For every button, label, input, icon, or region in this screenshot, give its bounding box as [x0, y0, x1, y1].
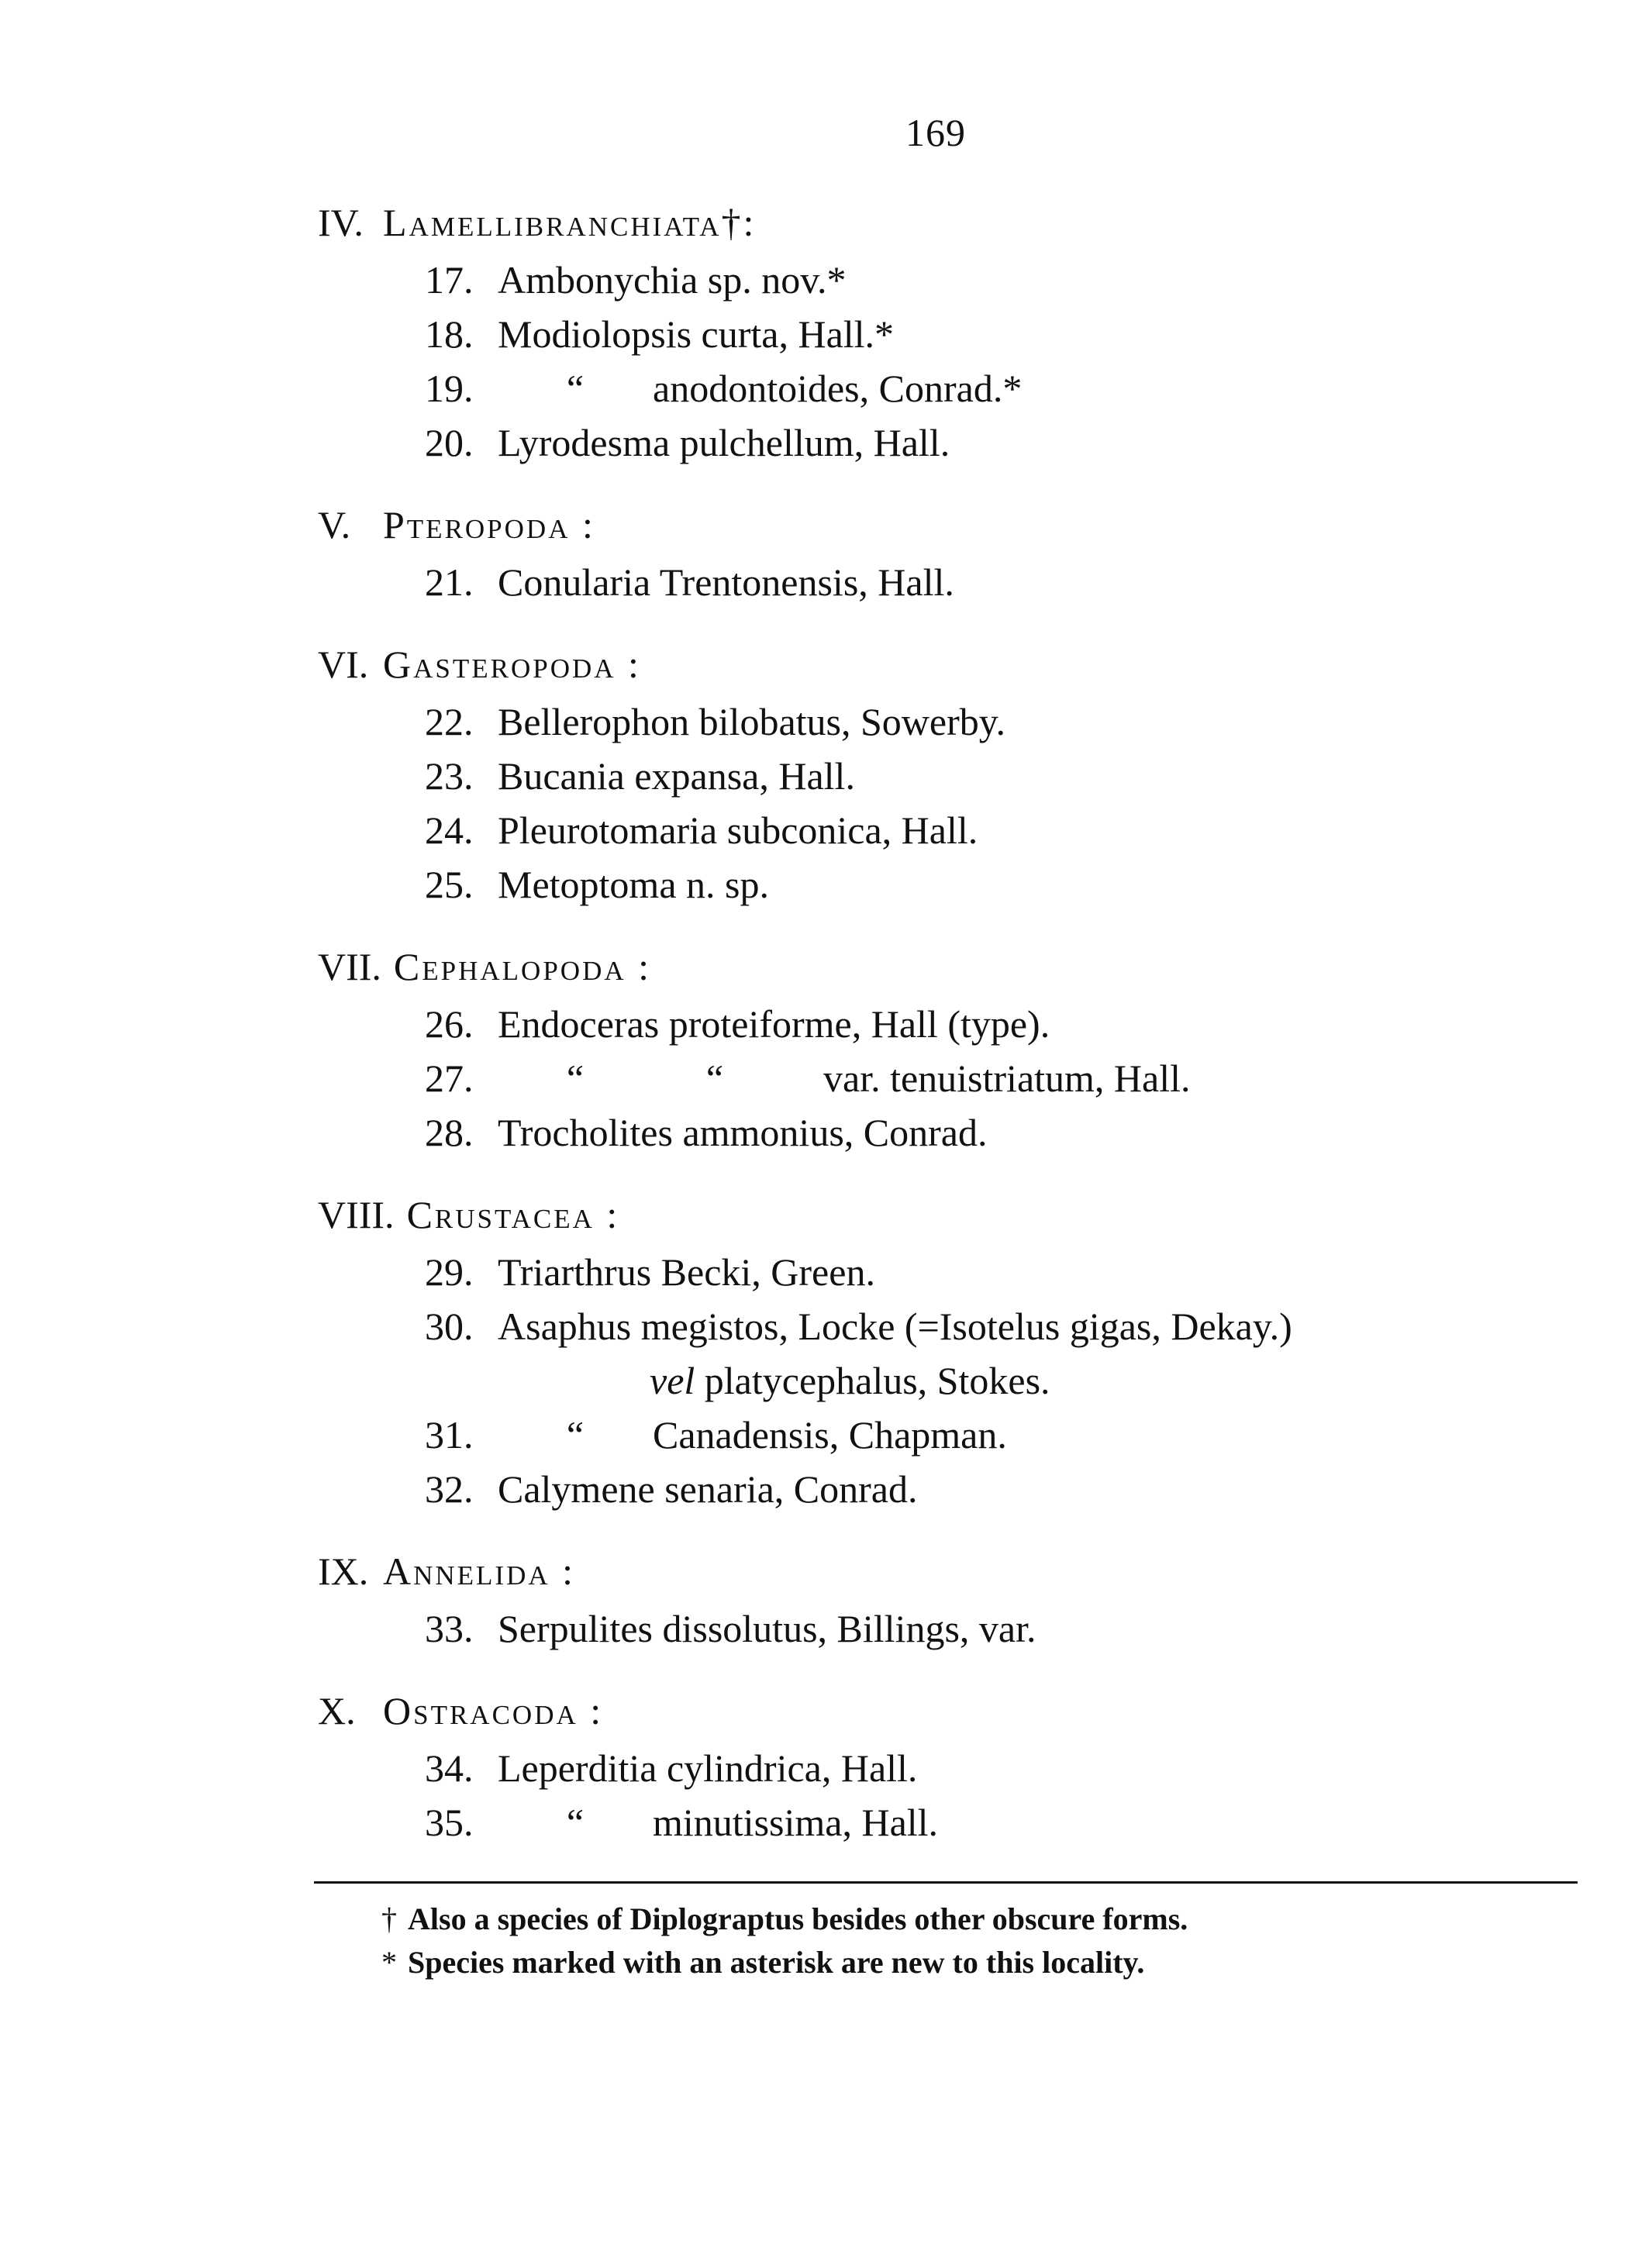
- entry-text: Calymene senaria, Conrad.: [498, 1467, 918, 1511]
- ditto-mark: “: [566, 1413, 585, 1456]
- section-numeral: V.: [318, 503, 351, 546]
- section-heading: [318, 200, 756, 245]
- list-item: [425, 1056, 1191, 1101]
- section-numeral: IX.: [318, 1550, 369, 1593]
- section-title: Gasteropoda :: [383, 643, 641, 686]
- entry-text: anodontoides, Conrad.*: [653, 367, 1023, 410]
- entry-number: 23.: [425, 754, 474, 798]
- ditto-mark: “: [705, 1057, 724, 1100]
- list-item: [425, 862, 769, 907]
- section-title: Annelida :: [383, 1550, 576, 1593]
- entry-number: 25.: [425, 863, 474, 906]
- section-heading: [318, 502, 595, 547]
- footnote-mark: *: [381, 1945, 397, 1980]
- list-item: [425, 753, 855, 798]
- list-item: [425, 1001, 1050, 1046]
- list-item: [425, 366, 1022, 411]
- entry-number: 26.: [425, 1002, 474, 1046]
- section-title: Lamellibranchiata†:: [383, 201, 757, 244]
- list-item: [425, 1304, 1292, 1349]
- entry-text: Bucania expansa, Hall.: [498, 754, 855, 798]
- entry-text: platycephalus, Stokes.: [704, 1359, 1050, 1402]
- ditto-mark: “: [566, 367, 585, 410]
- ditto-mark: “: [566, 1801, 585, 1844]
- entry-vel: vel: [650, 1359, 695, 1402]
- entry-text: Asaphus megistos, Locke (=Isotelus gigas, Dekay.): [498, 1305, 1292, 1348]
- footnote-divider: [314, 1881, 1578, 1884]
- entry-text: Trocholites ammonius, Conrad.: [498, 1111, 988, 1154]
- list-item: [425, 1800, 938, 1845]
- entry-number: 29.: [425, 1250, 474, 1294]
- ditto-mark: “: [566, 1057, 585, 1100]
- entry-number: 34.: [425, 1746, 474, 1790]
- footnote-mark: †: [381, 1901, 397, 1936]
- entry-number: 22.: [425, 700, 474, 743]
- entry-text: Conularia Trentonensis, Hall.: [498, 560, 954, 604]
- section-title: Ostracoda :: [383, 1689, 604, 1732]
- section-heading: [318, 642, 641, 687]
- entry-text: Canadensis, Chapman.: [653, 1413, 1007, 1456]
- section-title: Pteropoda :: [383, 503, 595, 546]
- section-numeral: IV.: [318, 201, 364, 244]
- entry-number: 18.: [425, 312, 474, 356]
- entry-number: 32.: [425, 1467, 474, 1511]
- entry-number: 20.: [425, 421, 474, 464]
- entry-text: Triarthrus Becki, Green.: [498, 1250, 875, 1294]
- list-item: [425, 808, 978, 853]
- entry-number: 28.: [425, 1111, 474, 1154]
- list-item: [425, 560, 954, 605]
- entry-text: Metoptoma n. sp.: [498, 863, 769, 906]
- list-item: [425, 312, 894, 357]
- section-heading: [318, 1192, 619, 1237]
- section-numeral: VI.: [318, 643, 369, 686]
- entry-number: 19.: [425, 367, 474, 410]
- list-item: [425, 1110, 987, 1155]
- list-item: [425, 1412, 1007, 1457]
- footnote-text: Species marked with an asterisk are new to this locality.: [408, 1945, 1145, 1980]
- section-numeral: VII.: [318, 945, 381, 988]
- entry-text: Ambonychia sp. nov.*: [498, 258, 847, 302]
- footnote: [381, 1944, 1144, 1980]
- list-item: [425, 257, 847, 302]
- section-title: Crustacea :: [406, 1193, 620, 1236]
- list-item: [425, 1746, 917, 1791]
- section-heading: [318, 944, 651, 989]
- list-item: [425, 1606, 1036, 1651]
- entry-number: 35.: [425, 1801, 474, 1844]
- list-item: [425, 1467, 917, 1512]
- list-item: [425, 1250, 875, 1294]
- section-title: Cephalopoda :: [393, 945, 652, 988]
- entry-number: 30.: [425, 1305, 474, 1348]
- footnote: [381, 1901, 1188, 1937]
- entry-number: 33.: [425, 1607, 474, 1650]
- entry-number: 21.: [425, 560, 474, 604]
- section-heading: [318, 1549, 575, 1594]
- entry-number: 17.: [425, 258, 474, 302]
- section-numeral: VIII.: [318, 1193, 395, 1236]
- entry-number: 24.: [425, 808, 474, 852]
- list-item: [650, 1358, 1050, 1403]
- entry-text: Serpulites dissolutus, Billings, var.: [498, 1607, 1036, 1650]
- entry-text: var. tenuistriatum, Hall.: [823, 1057, 1191, 1100]
- footnote-text: Also a species of Diplograptus besides other obscure forms.: [408, 1901, 1188, 1936]
- page-number: 169: [905, 111, 966, 154]
- list-item: [425, 420, 950, 465]
- entry-text: minutissima, Hall.: [653, 1801, 939, 1844]
- entry-text: Bellerophon bilobatus, Sowerby.: [498, 700, 1006, 743]
- entry-number: 27.: [425, 1057, 474, 1100]
- entry-text: Leperditia cylindrica, Hall.: [498, 1746, 918, 1790]
- entry-text: Endoceras proteiforme, Hall (type).: [498, 1002, 1050, 1046]
- section-heading: [318, 1688, 603, 1733]
- list-item: [425, 699, 1005, 744]
- section-numeral: X.: [318, 1689, 356, 1732]
- entry-text: Pleurotomaria subconica, Hall.: [498, 808, 978, 852]
- entry-text: Modiolopsis curta, Hall.*: [498, 312, 895, 356]
- entry-number: 31.: [425, 1413, 474, 1456]
- entry-text: Lyrodesma pulchellum, Hall.: [498, 421, 950, 464]
